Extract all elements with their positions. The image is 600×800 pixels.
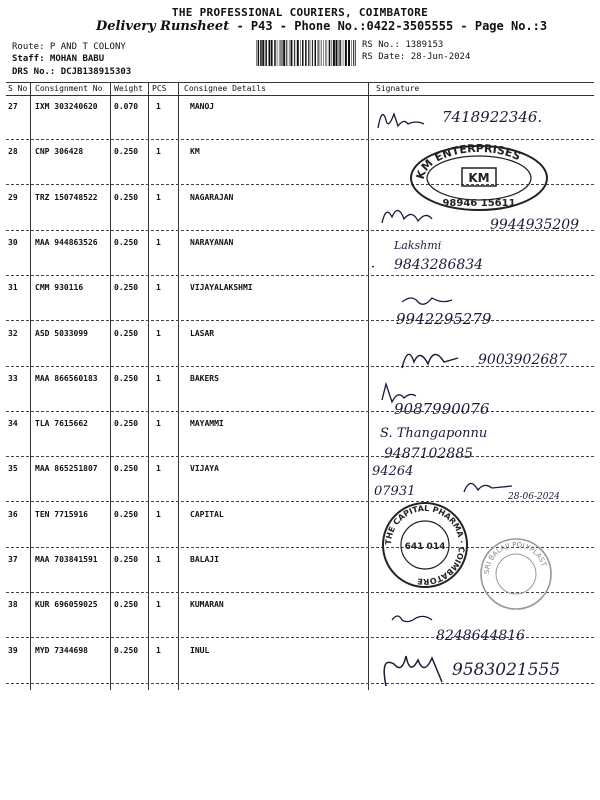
barcode-bar bbox=[302, 40, 304, 66]
phone-handwritten: 9942295279 bbox=[396, 310, 492, 328]
stamp-ring-text: THE CAPITAL PHARMA · COIMBATORE bbox=[383, 503, 467, 587]
drs-number: DRS No.: DCJB138915303 bbox=[12, 67, 132, 77]
km-enterprises-stamp bbox=[406, 140, 552, 212]
doc-title: Delivery Runsheet bbox=[96, 19, 230, 34]
stamp-ring-text: KM ENTERPRISES bbox=[413, 141, 523, 181]
barcode-bar bbox=[348, 40, 350, 66]
phone-handwritten: 7418922346. bbox=[442, 108, 543, 126]
col-header-consignee: Consignee Details bbox=[184, 84, 266, 93]
signature-row-32 bbox=[372, 336, 594, 382]
col-header-pcs: PCS bbox=[152, 84, 167, 93]
row-weight: 0.250 bbox=[114, 374, 139, 383]
row-consignment-no: TRZ 150748522 bbox=[35, 193, 98, 202]
row-weight: 0.250 bbox=[114, 283, 139, 292]
barcode-bar bbox=[339, 40, 340, 66]
doc-subtitle: - P43 - Phone No.:0422-3505555 - Page No.:3 bbox=[236, 19, 548, 33]
row-consignment-no: MAA 703841591 bbox=[35, 555, 98, 564]
barcode-bar bbox=[258, 40, 260, 66]
phone-handwritten: 8248644816 bbox=[436, 628, 526, 644]
row-consignee: BAKERS bbox=[190, 374, 219, 383]
row-consignment-no: MAA 865251807 bbox=[35, 464, 98, 473]
row-consignment-no: MAA 866560183 bbox=[35, 374, 98, 383]
table-header-rule bbox=[6, 95, 594, 96]
row-consignee: VIJAYALAKSHMI bbox=[190, 283, 253, 292]
signature-row-33 bbox=[372, 378, 594, 424]
row-sno: 32 bbox=[8, 329, 18, 338]
signature-row-30 bbox=[372, 233, 594, 279]
name-handwritten: Lakshmi bbox=[394, 239, 442, 252]
row-consignment-no: IXM 303240620 bbox=[35, 102, 98, 111]
col-divider bbox=[148, 82, 149, 690]
barcode-bar bbox=[323, 40, 324, 66]
row-pcs: 1 bbox=[156, 147, 161, 156]
row-consignment-no: TLA 7615662 bbox=[35, 419, 88, 428]
row-consignment-no: CMM 930116 bbox=[35, 283, 84, 292]
phone-handwritten: 9944935209 bbox=[490, 217, 580, 233]
phone-handwritten: 9003902687 bbox=[478, 352, 568, 368]
stamp-ring-text: SRI BALAJI POLYPLAST bbox=[482, 540, 548, 575]
row-pcs: 1 bbox=[156, 419, 161, 428]
stamp-center-text: KM bbox=[468, 171, 490, 185]
barcode-bar bbox=[269, 40, 271, 66]
stamp-center-text: 641 014 bbox=[404, 542, 446, 552]
date-handwritten: 28-06-2024 bbox=[508, 492, 560, 502]
barcode-bar bbox=[283, 40, 285, 66]
sri-balaji-stamp bbox=[478, 536, 554, 612]
runsheet-title bbox=[96, 19, 547, 34]
row-weight: 0.250 bbox=[114, 419, 139, 428]
barcode-bar bbox=[274, 40, 276, 66]
row-sno: 28 bbox=[8, 147, 18, 156]
barcode-bar bbox=[327, 40, 328, 66]
row-weight: 0.250 bbox=[114, 329, 139, 338]
row-pcs: 1 bbox=[156, 555, 161, 564]
row-consignee: KUMARAN bbox=[190, 600, 224, 609]
col-header-consignment: Consignment No bbox=[35, 84, 103, 93]
barcode-bar bbox=[308, 40, 309, 66]
row-pcs: 1 bbox=[156, 464, 161, 473]
row-consignment-no: MAA 944863526 bbox=[35, 238, 98, 247]
row-sno: 35 bbox=[8, 464, 18, 473]
barcode-bar bbox=[281, 40, 282, 66]
capital-pharma-stamp bbox=[380, 500, 470, 590]
row-consignment-no: KUR 696059025 bbox=[35, 600, 98, 609]
row-pcs: 1 bbox=[156, 102, 161, 111]
row-weight: 0.250 bbox=[114, 646, 139, 655]
row-sno: 27 bbox=[8, 102, 18, 111]
row-weight: 0.250 bbox=[114, 147, 139, 156]
row-sno: 31 bbox=[8, 283, 18, 292]
name-handwritten: S. Thangaponnu bbox=[380, 426, 488, 441]
row-consignee: MANOJ bbox=[190, 102, 215, 111]
row-weight: 0.250 bbox=[114, 555, 139, 564]
company-name: THE PROFESSIONAL COURIERS, COIMBATORE bbox=[171, 6, 429, 19]
staff-label: Staff: MOHAN BABU bbox=[12, 54, 105, 64]
phone-handwritten: 9843286834 bbox=[394, 257, 484, 273]
barcode-bar bbox=[297, 40, 299, 66]
signature-row-31 bbox=[372, 290, 594, 336]
row-consignee: NAGARAJAN bbox=[190, 193, 234, 202]
col-divider bbox=[368, 82, 369, 690]
barcode-bar bbox=[345, 40, 347, 66]
row-sno: 37 bbox=[8, 555, 18, 564]
row-consignment-no: ASD 5033099 bbox=[35, 329, 88, 338]
row-pcs: 1 bbox=[156, 374, 161, 383]
row-pcs: 1 bbox=[156, 283, 161, 292]
barcode-bar bbox=[351, 40, 352, 66]
row-sno: 30 bbox=[8, 238, 18, 247]
barcode-bar bbox=[333, 40, 335, 66]
row-sno: 34 bbox=[8, 419, 18, 428]
row-consignment-no: TEN 7715916 bbox=[35, 510, 88, 519]
barcode-bar bbox=[300, 40, 301, 66]
row-sno: 38 bbox=[8, 600, 18, 609]
barcode-bar bbox=[260, 40, 262, 66]
row-consignee: CAPITAL bbox=[190, 510, 224, 519]
barcode-bar bbox=[294, 40, 295, 66]
stamp-phone-text: 98946 15611 bbox=[442, 198, 516, 209]
barcode-bar bbox=[326, 40, 327, 66]
row-weight: 0.250 bbox=[114, 238, 139, 247]
row-consignee: KM bbox=[190, 147, 200, 156]
row-weight: 0.070 bbox=[114, 102, 139, 111]
col-divider bbox=[110, 82, 111, 690]
row-weight: 0.250 bbox=[114, 600, 139, 609]
row-pcs: 1 bbox=[156, 329, 161, 338]
barcode-bar bbox=[286, 40, 287, 66]
route-label: Route: P AND T COLONY bbox=[12, 42, 126, 52]
barcode-bar bbox=[279, 40, 280, 66]
barcode-bar bbox=[336, 40, 338, 66]
row-consignee: LASAR bbox=[190, 329, 215, 338]
row-weight: 0.250 bbox=[114, 510, 139, 519]
table-top-rule bbox=[6, 82, 594, 83]
svg-text:SRI BALAJI POLYPLAST bbox=[483, 541, 548, 574]
col-header-sno: S No bbox=[8, 84, 28, 93]
barcode-bar bbox=[312, 40, 313, 66]
row-consignee: INUL bbox=[190, 646, 210, 655]
row-consignee: VIJAYA bbox=[190, 464, 219, 473]
row-pcs: 1 bbox=[156, 646, 161, 655]
row-weight: 0.250 bbox=[114, 464, 139, 473]
phone-handwritten: 9487102885 bbox=[384, 446, 474, 462]
barcode-bar bbox=[329, 40, 331, 66]
signature-row-39 bbox=[372, 646, 594, 692]
row-sno: 36 bbox=[8, 510, 18, 519]
phone-handwritten: 9087990076 bbox=[394, 400, 490, 418]
barcode-bar bbox=[282, 40, 283, 66]
row-consignee: NARAYANAN bbox=[190, 238, 234, 247]
col-divider bbox=[30, 82, 31, 690]
barcode-bar bbox=[289, 40, 290, 66]
barcode-bar bbox=[262, 40, 264, 66]
barcode-bar bbox=[277, 40, 278, 66]
barcode-image bbox=[256, 40, 356, 66]
phone-handwritten: 9583021555 bbox=[452, 660, 561, 680]
row-pcs: 1 bbox=[156, 193, 161, 202]
row-consignee: BALAJI bbox=[190, 555, 219, 564]
barcode-bar bbox=[315, 40, 317, 66]
barcode-bar bbox=[321, 40, 322, 66]
row-sno: 29 bbox=[8, 193, 18, 202]
row-weight: 0.250 bbox=[114, 193, 139, 202]
barcode-bar bbox=[318, 40, 319, 66]
row-consignee: MAYAMMI bbox=[190, 419, 224, 428]
barcode-bar bbox=[271, 40, 273, 66]
col-header-weight: Weight bbox=[114, 84, 143, 93]
col-divider bbox=[178, 82, 179, 690]
barcode-bar bbox=[320, 40, 321, 66]
row-consignment-no: MYD 7344698 bbox=[35, 646, 88, 655]
number-handwritten: 94264 bbox=[372, 464, 414, 479]
barcode-bar bbox=[340, 40, 341, 66]
barcode-bar bbox=[291, 40, 293, 66]
row-pcs: 1 bbox=[156, 238, 161, 247]
row-pcs: 1 bbox=[156, 600, 161, 609]
row-sno: 39 bbox=[8, 646, 18, 655]
barcode-bar bbox=[265, 40, 267, 66]
number-handwritten: 07931 bbox=[374, 484, 416, 499]
barcode-bar bbox=[256, 40, 257, 66]
barcode-bar bbox=[293, 40, 294, 66]
rs-date: RS Date: 28-Jun-2024 bbox=[362, 52, 471, 62]
rs-number: RS No.: 1389153 bbox=[362, 40, 444, 50]
barcode-bar bbox=[331, 40, 332, 66]
barcode-bar bbox=[343, 40, 344, 66]
barcode-bar bbox=[305, 40, 307, 66]
barcode-bar bbox=[310, 40, 311, 66]
col-header-signature: Signature bbox=[376, 84, 420, 93]
row-sno: 33 bbox=[8, 374, 18, 383]
barcode-bar bbox=[355, 40, 356, 66]
row-pcs: 1 bbox=[156, 510, 161, 519]
row-consignment-no: CNP 306428 bbox=[35, 147, 84, 156]
barcode-bar bbox=[353, 40, 354, 66]
